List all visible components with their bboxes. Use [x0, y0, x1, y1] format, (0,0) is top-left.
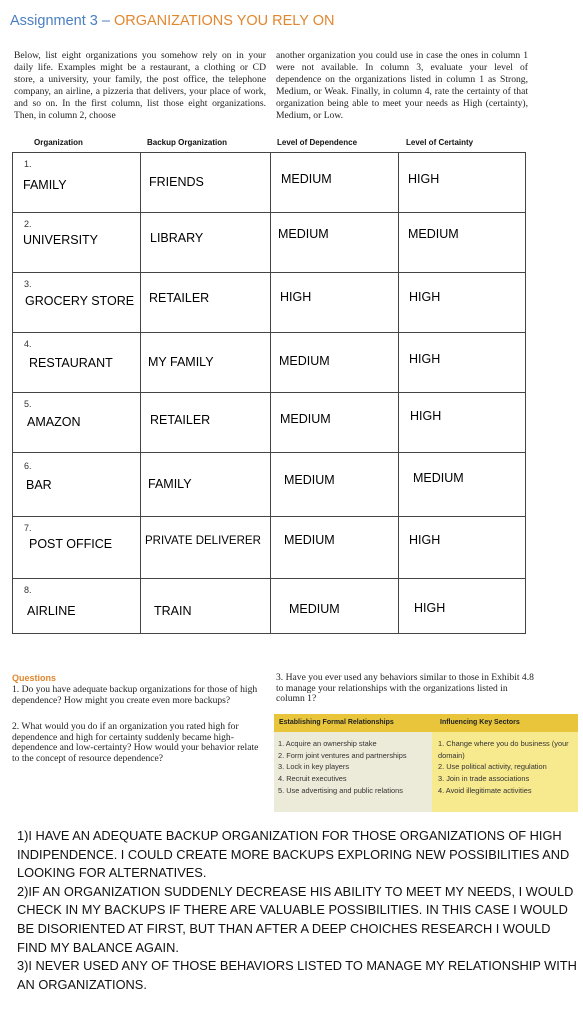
row-number: 4.	[24, 339, 32, 349]
exhibit-table	[274, 714, 578, 812]
table-border	[12, 152, 13, 634]
certainty-cell: MEDIUM	[413, 471, 464, 485]
row-number: 6.	[24, 461, 32, 471]
backup-cell: LIBRARY	[150, 231, 204, 245]
organization-cell: AMAZON	[27, 415, 81, 429]
dependence-cell: MEDIUM	[284, 473, 335, 487]
organization-cell: POST OFFICE	[29, 537, 113, 551]
exhibit-right-header: Influencing Key Sectors	[440, 719, 520, 726]
exhibit-right-items	[438, 738, 574, 797]
exhibit-item: 1. Change where you do business (your domain)	[438, 739, 569, 760]
dependence-cell: MEDIUM	[289, 602, 340, 616]
backup-cell: FRIENDS	[149, 175, 204, 189]
exhibit-left-items	[278, 738, 428, 797]
table-divider	[270, 152, 271, 634]
row-number: 1.	[24, 159, 32, 169]
organization-cell: RESTAURANT	[29, 356, 113, 370]
row-number: 3.	[24, 279, 32, 289]
row-number: 2.	[24, 219, 32, 229]
question-3: 3. Have you ever used any behaviors similar to those in Exhibit 4.8 to manage your relationships with the organizations listed in column 1?	[276, 672, 534, 705]
certainty-cell: HIGH	[408, 172, 440, 186]
table-border	[12, 152, 526, 153]
assignment-title	[10, 13, 334, 29]
row-divider	[12, 516, 526, 517]
certainty-cell: HIGH	[409, 352, 441, 366]
row-number: 8.	[24, 585, 32, 595]
exhibit-left-header: Establishing Formal Relationships	[279, 719, 394, 726]
question-2: 2. What would you do if an organization you rated high for dependence and high for certainty suddenly became high-dependence and low-certainty? How would your behavior relate to the concept of resource dependence?	[12, 721, 259, 764]
row-divider	[12, 392, 526, 393]
backup-cell: TRAIN	[154, 604, 192, 618]
backup-cell: PRIVATE DELIVERER	[145, 535, 261, 547]
exhibit-item: 3. Join in trade associations	[438, 774, 530, 784]
certainty-cell: MEDIUM	[408, 227, 459, 241]
row-divider	[12, 578, 526, 579]
column-header-certainty: Level of Certainty	[406, 138, 474, 147]
certainty-cell: HIGH	[410, 409, 442, 423]
exhibit-item: 2. Use political activity, regulation	[438, 762, 547, 772]
organizations-table	[12, 152, 526, 634]
row-divider	[12, 332, 526, 333]
exhibit-item: 3. Lock in key players	[278, 762, 350, 772]
table-divider	[140, 152, 141, 634]
table-border	[525, 152, 526, 634]
table-border	[12, 633, 526, 634]
row-number: 7.	[24, 523, 32, 533]
answer-1: 1)I HAVE AN ADEQUATE BACKUP ORGANIZATION FOR THOSE ORGANIZATIONS OF HIGH INDIPENDENCE. I COULD CREATE MORE BACKUPS EXPLORING NEW POSSIBILITIES AND LOOKING FOR ALTERNATIVES.	[17, 828, 570, 881]
column-header-organization: Organization	[34, 138, 83, 147]
organization-cell: AIRLINE	[27, 604, 76, 618]
certainty-cell: HIGH	[414, 601, 446, 615]
answer-2: 2)IF AN ORGANIZATION SUDDENLY DECREASE HIS ABILITY TO MEET MY NEEDS, I WOULD CHECK IN MY BACKUPS IF THERE ARE VALUABLE POSSIBILITIES. IN THIS CASE I WOULD BE DISORIENTED AT FIRST, BUT THAN AFTER A DEEP CHOICHES RESEARCH I WOULD FIND MY BALANCE AGAIN.	[17, 883, 574, 955]
exhibit-item: 4. Avoid illegitimate activities	[438, 785, 532, 795]
questions-heading: Questions	[12, 673, 57, 683]
column-header-dependence: Level of Dependence	[277, 138, 358, 147]
instructions-right: another organization you could use in case the ones in column 1 were not available. In column 3, evaluate your level of dependence on the organizations listed in column 1 as Strong, Medium, or Weak. Finally, in column 4, rate the certainty of that organization being able to meet your needs as High (certainty), Medium, or Low.	[276, 50, 528, 121]
backup-cell: RETAILER	[150, 413, 211, 427]
dependence-cell: MEDIUM	[280, 412, 331, 426]
exhibit-item: 5. Use advertising and public relations	[278, 785, 403, 795]
certainty-cell: HIGH	[409, 533, 441, 547]
dependence-cell: MEDIUM	[284, 533, 335, 547]
row-divider	[12, 452, 526, 453]
exhibit-item: 4. Recruit executives	[278, 774, 347, 784]
exhibit-header	[274, 714, 578, 732]
answer-3: 3)I NEVER USED ANY OF THOSE BEHAVIORS LISTED TO MANAGE MY RELATIONSHIP WITH AN ORGANIZATIONS.	[17, 958, 577, 992]
organization-cell: FAMILY	[23, 178, 67, 192]
organization-cell: BAR	[26, 478, 52, 492]
backup-cell: RETAILER	[149, 291, 210, 305]
certainty-cell: HIGH	[409, 290, 441, 304]
exhibit-item: 1. Acquire an ownership stake	[278, 739, 377, 748]
row-divider	[12, 212, 526, 213]
exhibit-item: 2. Form joint ventures and partnerships	[278, 750, 407, 760]
question-1: 1. Do you have adequate backup organizations for those of high dependence? How might you create even more backups?	[12, 684, 258, 706]
dependence-cell: HIGH	[280, 290, 312, 304]
dependence-cell: MEDIUM	[281, 172, 332, 186]
assignment-number: Assignment 3 –	[10, 13, 114, 29]
row-divider	[12, 272, 526, 273]
table-divider	[398, 152, 399, 634]
backup-cell: FAMILY	[148, 477, 192, 491]
answers-block	[17, 827, 577, 994]
column-header-backup: Backup Organization	[147, 138, 228, 147]
organization-cell: GROCERY STORE	[25, 294, 135, 308]
backup-cell: MY FAMILY	[148, 355, 214, 369]
dependence-cell: MEDIUM	[279, 354, 330, 368]
assignment-topic: ORGANIZATIONS YOU RELY ON	[113, 13, 335, 29]
dependence-cell: MEDIUM	[278, 227, 329, 241]
instructions-left: Below, list eight organizations you somehow rely on in your daily life. Examples might be a restaurant, a clothing or CD store, a university, your family, the post office, the telephone company, an airline, a pizzeria that delivers, your place of work, and so on. In the first column, list those eight organizations. Then, in column 2, choose	[14, 50, 266, 121]
row-number: 5.	[24, 399, 32, 409]
organization-cell: UNIVERSITY	[23, 233, 99, 247]
